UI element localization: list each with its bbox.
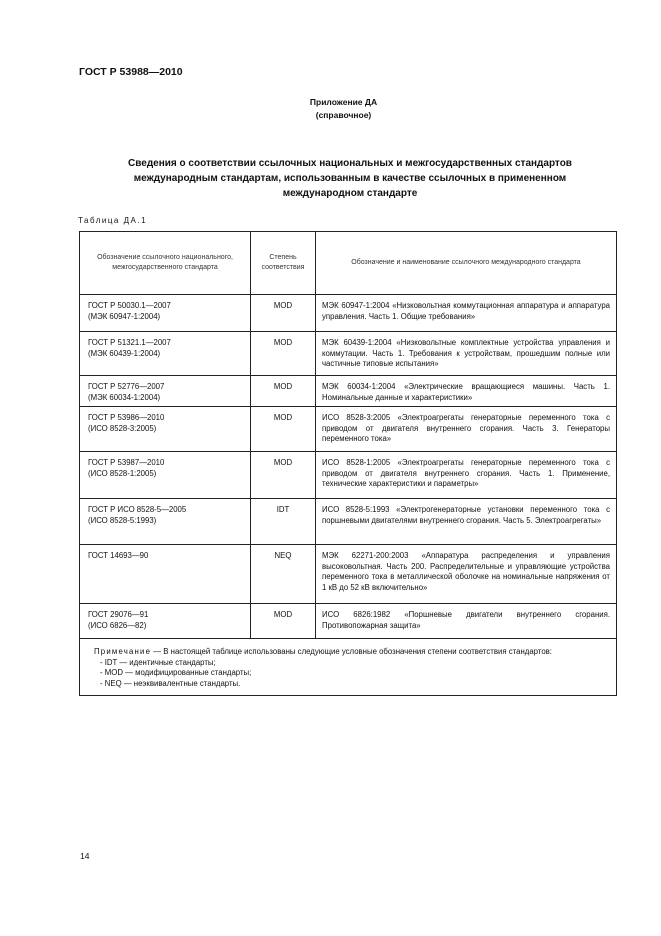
correspondence-table [79, 231, 617, 696]
cell-degree: MOD [251, 332, 316, 376]
national-code: ГОСТ Р 52776—2007 [88, 382, 165, 391]
international-equivalent: (ИСО 6826—82) [88, 620, 147, 630]
table-row [80, 499, 617, 545]
header-degree: Степень соответствия [251, 232, 316, 295]
note-list [94, 658, 608, 690]
cell-degree: MOD [251, 604, 316, 639]
cell-national-standard [80, 407, 251, 452]
cell-national-standard [80, 452, 251, 499]
national-code: ГОСТ Р 50030.1—2007 [88, 301, 171, 310]
header-international-standard: Обозначение и наименование ссылочного международного стандарта [316, 232, 617, 295]
table-header-row [80, 232, 617, 295]
annex-title: Приложение ДА [309, 97, 378, 107]
table-note-row [80, 639, 617, 696]
cell-international-standard: МЭК 60439-1:2004 «Низковольтные комплектные устройства управления и коммутации. Часть 1. Требования к устройствам, прошедшим полные или частичные типовые испытания» [316, 332, 617, 376]
document-code: ГОСТ Р 53988—2010 [79, 66, 183, 78]
cell-national-standard [80, 295, 251, 332]
table-note [80, 639, 617, 696]
cell-degree: MOD [251, 407, 316, 452]
cell-national-standard [80, 604, 251, 639]
note-list-item: - MOD — модифицированные стандарты; [100, 668, 252, 677]
cell-international-standard: МЭК 60947-1:2004 «Низковольтная коммутационная аппаратура и аппаратура управления. Часть 1. Общие требования» [316, 295, 617, 332]
note-text: — В настоящей таблице использованы следующие условные обозначения степени соответствия стандартов: [151, 647, 552, 656]
page-number: 14 [80, 851, 90, 861]
annex-block [0, 96, 661, 122]
cell-degree: NEQ [251, 545, 316, 604]
international-equivalent: (МЭК 60947-1:2004) [88, 311, 161, 321]
table-row [80, 376, 617, 407]
national-code: ГОСТ Р 53986—2010 [88, 413, 165, 422]
national-code: ГОСТ Р ИСО 8528-5—2005 [88, 505, 187, 514]
table-row [80, 407, 617, 452]
table-row [80, 332, 617, 376]
cell-degree: MOD [251, 452, 316, 499]
annex-type: (справочное) [315, 110, 372, 120]
section-heading: Сведения о соответствии ссылочных национальных и межгосударственных стандартов международным стандартам, использованным в качестве ссылочных в примененном международном стандарте [128, 158, 572, 199]
international-equivalent: (МЭК 60034-1:2004) [88, 392, 161, 402]
cell-international-standard: ИСО 8528-3:2005 «Электроагрегаты генераторные переменного тока с приводом от двигателя внутреннего сгорания. Часть 3. Генераторы переменного тока» [316, 407, 617, 452]
international-equivalent: (ИСО 8528-1:2005) [88, 468, 157, 478]
international-equivalent: (ИСО 8528-5:1993) [88, 515, 157, 525]
cell-degree: MOD [251, 295, 316, 332]
note-list-item: - NEQ — неэквивалентные стандарты. [100, 678, 241, 688]
cell-international-standard: ИСО 6826:1982 «Поршневые двигатели внутреннего сгорания. Противопожарная защита» [316, 604, 617, 639]
header-national-standard: Обозначение ссылочного национального, межгосударственного стандарта [80, 232, 251, 295]
national-code: ГОСТ Р 53987—2010 [88, 458, 165, 467]
table-row [80, 545, 617, 604]
national-code: ГОСТ Р 51321.1—2007 [88, 338, 171, 347]
cell-international-standard: МЭК 62271-200:2003 «Аппаратура распределения и управления высоковольтная. Часть 200. Распределительные и управляющие устройства переменного тока в металлической оболочке на номинальные напряжения от 1 кВ до 52 кВ включительно» [316, 545, 617, 604]
table-row [80, 452, 617, 499]
cell-national-standard [80, 545, 251, 604]
cell-international-standard: ИСО 8528-5:1993 «Электрогенераторные установки переменного тока с поршневыми двигателями внутреннего сгорания. Часть 5. Электроагрегаты» [316, 499, 617, 545]
cell-international-standard: ИСО 8528-1:2005 «Электроагрегаты генераторные переменного тока с приводом от двигателя внутреннего сгорания. Часть 1. Применение, технические характеристики и параметры» [316, 452, 617, 499]
international-equivalent: (ИСО 8528-3:2005) [88, 423, 157, 433]
cell-degree: IDT [251, 499, 316, 545]
note-label: Примечание [94, 647, 152, 656]
national-code: ГОСТ 14693—90 [88, 551, 149, 560]
cell-national-standard [80, 332, 251, 376]
cell-international-standard: МЭК 60034-1:2004 «Электрические вращающиеся машины. Часть 1. Номинальные данные и характеристики» [316, 376, 617, 407]
cell-national-standard [80, 376, 251, 407]
table-row [80, 604, 617, 639]
table-row [80, 295, 617, 332]
cell-national-standard [80, 499, 251, 545]
national-code: ГОСТ 29076—91 [88, 610, 149, 619]
note-list-item: - IDT — идентичные стандарты; [100, 657, 216, 667]
table-caption: Таблица ДА.1 [78, 216, 148, 225]
cell-degree: MOD [251, 376, 316, 407]
international-equivalent: (МЭК 60439-1:2004) [88, 348, 161, 358]
